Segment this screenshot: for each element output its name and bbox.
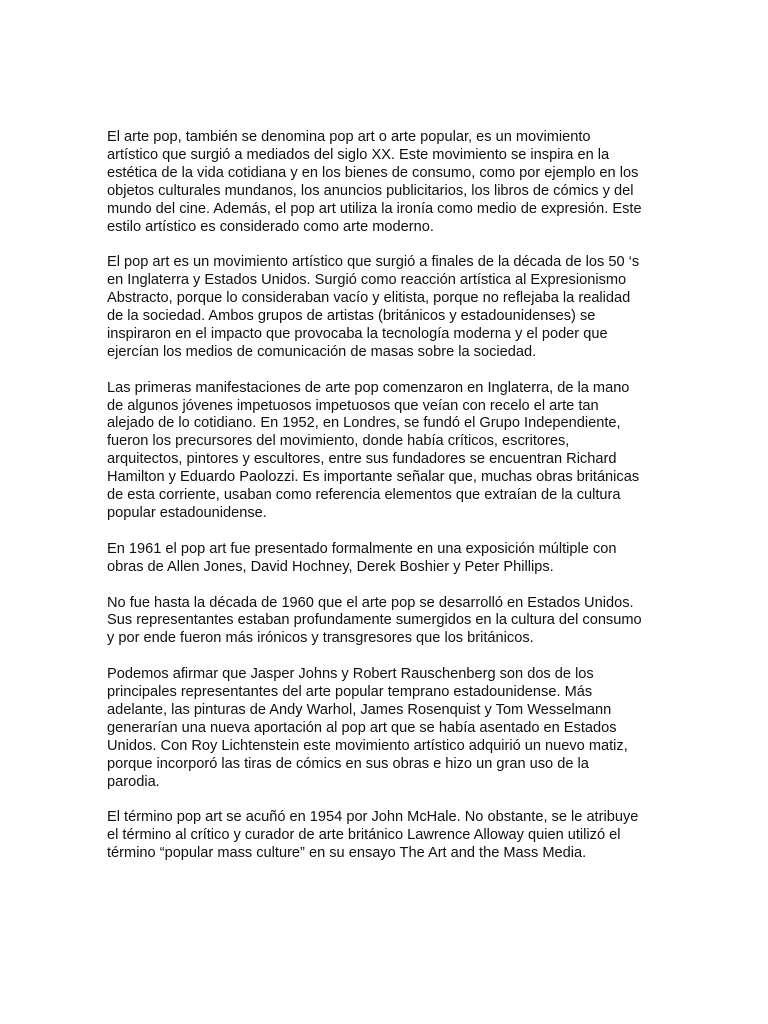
document-body bbox=[107, 129, 667, 881]
paragraph-7: El término pop art se acuñó en 1954 por John McHale. No obstante, se le atribuye el término al crítico y curador de arte británico Lawrence Alloway quien utilizó el término “popular mass culture” en su ensayo The Art and the Mass Media. bbox=[107, 809, 639, 862]
paragraph-6: Podemos afirmar que Jasper Johns y Robert Rauschenberg son dos de los principales representantes del arte popular temprano estadounidense. Más adelante, las pinturas de Andy Warhol, James Rosenquist y Tom Wesselmann generarían una nueva aportación al pop art que se había asentado en Estados Unidos. Con Roy Lichtenstein este movimiento artístico adquirió un nuevo matiz, porque incorporó las tiras de cómics en sus obras e hizo un gran uso de la parodia. bbox=[107, 666, 628, 790]
paragraph-4: En 1961 el pop art fue presentado formalmente en una exposición múltiple con obras de Allen Jones, David Hochney, Derek Boshier y Peter Phillips. bbox=[107, 540, 617, 575]
paragraph-5: No fue hasta la década de 1960 que el arte pop se desarrolló en Estados Unidos. Sus representantes estaban profundamente sumergidos en la cultura del consumo y por ende fueron más irónicos y transgresores que los británicos. bbox=[107, 594, 642, 647]
paragraph-2: El pop art es un movimiento artístico que surgió a finales de la década de los 50 ‘s en Inglaterra y Estados Unidos. Surgió como reacción artística al Expresionismo Abstracto, porque lo consideraban vacío y elitista, porque no reflejaba la realidad de la sociedad. Ambos grupos de artistas (británicos y estadounidenses) se inspiraron en el impacto que provocaba la tecnología moderna y el poder que ejercían los medios de comunicación de masas sobre la sociedad. bbox=[107, 254, 640, 360]
paragraph-3: Las primeras manifestaciones de arte pop comenzaron en Inglaterra, de la mano de algunos jóvenes impetuosos impetuosos que veían con recelo el arte tan alejado de lo cotidiano. En 1952, en Londres, se fundó el Grupo Independiente, fueron los precursores del movimiento, donde había críticos, escritores, arquitectos, pintores y escultores, entre sus fundadores se encuentran Richard Hamilton y Eduardo Paolozzi. Es importante señalar que, muchas obras británicas de esta corriente, usaban como referencia elementos que extraían de la cultura popular estadounidense. bbox=[107, 379, 640, 521]
paragraph-1: El arte pop, también se denomina pop art o arte popular, es un movimiento artístico que surgió a mediados del siglo XX. Este movimiento se inspira en la estética de la vida cotidiana y en los bienes de consumo, como por ejemplo en los objetos culturales mundanos, los anuncios publicitarios, los libros de cómics y del mundo del cine. Además, el pop art utiliza la ironía como medio de expresión. Este estilo artístico es considerado como arte moderno. bbox=[107, 129, 642, 235]
